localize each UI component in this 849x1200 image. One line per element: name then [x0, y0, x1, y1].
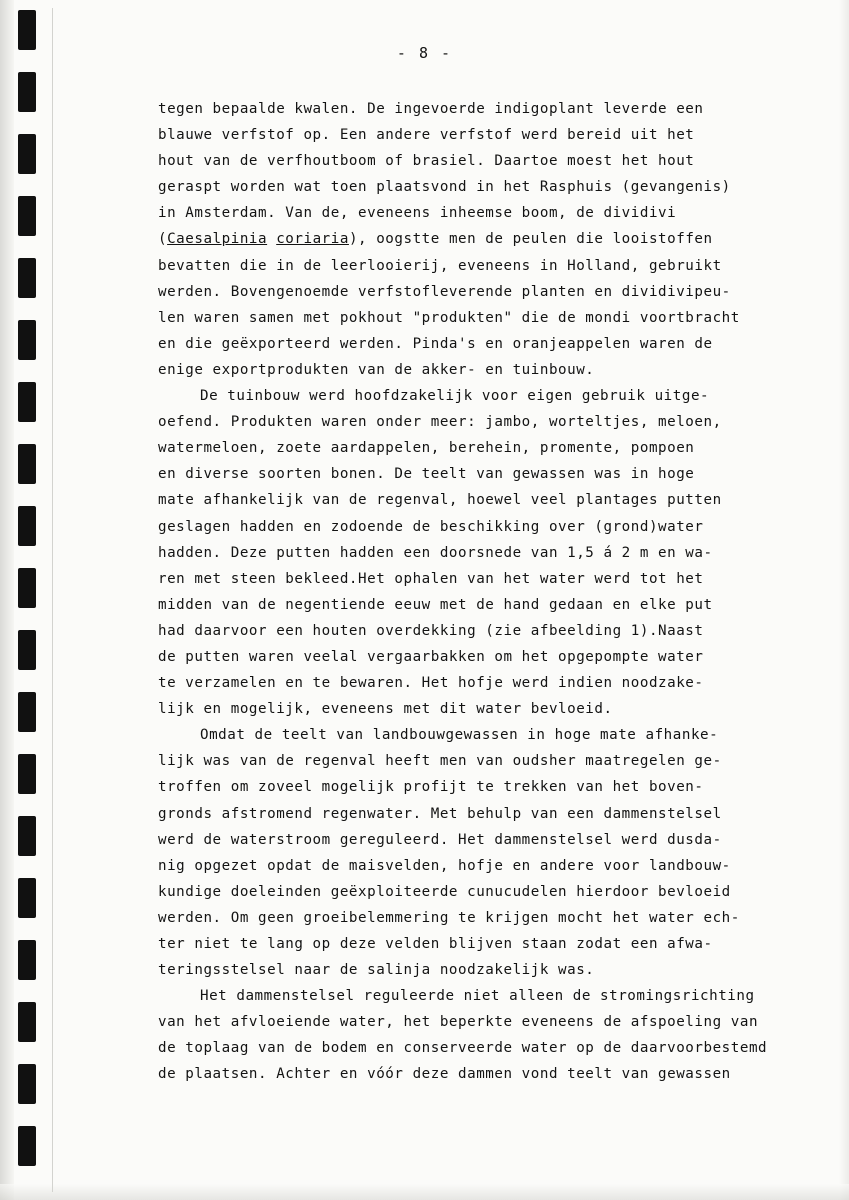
text-line: gronds afstromend regenwater. Met behulp van een dammenstelsel [158, 805, 722, 822]
text-line: geraspt worden wat toen plaatsvond in het Rasphuis (gevangenis) [158, 179, 731, 196]
text-line: lijk en mogelijk, eveneens met dit water bevloeid. [158, 701, 613, 718]
text-line: werd de waterstroom gereguleerd. Het dammenstelsel werd dusda- [158, 831, 722, 848]
text-line: Het dammenstelsel reguleerde niet alleen de stromingsrichting [200, 988, 755, 1005]
text-line: geslagen hadden en zodoende de beschikking over (grond)water [158, 518, 704, 535]
text-line: de toplaag van de bodem en conserveerde water op de daarvoorbestemd [158, 1040, 768, 1057]
text-line: lijk was van de regenval heeft men van oudsher maatregelen ge- [158, 753, 722, 770]
text-line: de plaatsen. Achter en vóór deze dammen vond teelt van gewassen [158, 1066, 731, 1083]
punch-hole [18, 444, 36, 484]
body-text [158, 96, 803, 1088]
text-line: enige exportprodukten van de akker- en tuinbouw. [158, 361, 595, 378]
punch-hole [18, 692, 36, 732]
punch-hole [18, 568, 36, 608]
text-line: werden. Om geen groeibelemmering te krijgen mocht het water ech- [158, 909, 740, 926]
text-line: kundige doeleinden geëxploiteerde cunucudelen hierdoor bevloeid [158, 883, 731, 900]
punch-hole [18, 1126, 36, 1166]
text-line: en diverse soorten bonen. De teelt van gewassen was in hoge [158, 466, 695, 483]
punch-hole [18, 258, 36, 298]
text-line: en die geëxporteerd werden. Pinda's en oranjeappelen waren de [158, 335, 713, 352]
text-line: te verzamelen en te bewaren. Het hofje werd indien noodzake- [158, 675, 704, 692]
text-line: Omdat de teelt van landbouwgewassen in hoge mate afhanke- [200, 727, 719, 744]
text-line: de putten waren veelal vergaarbakken om het opgepompte water [158, 648, 704, 665]
text-line: midden van de negentiende eeuw met de hand gedaan en elke put [158, 596, 713, 613]
sheet-edge-line [52, 8, 53, 1192]
punch-hole [18, 816, 36, 856]
text-line: van het afvloeiende water, het beperkte eveneens de afspoeling van [158, 1014, 759, 1031]
punch-hole [18, 754, 36, 794]
scan-edge-bottom [0, 1184, 849, 1200]
text-line: mate afhankelijk van de regenval, hoewel veel plantages putten [158, 492, 722, 509]
text-line: hadden. Deze putten hadden een doorsnede van 1,5 á 2 m en wa- [158, 544, 713, 561]
page-number: - 8 - [396, 44, 453, 62]
text-line: teringsstelsel naar de salinja noodzakelijk was. [158, 962, 595, 979]
punch-hole [18, 382, 36, 422]
text-line: werden. Bovengenoemde verfstofleverende planten en dividivipeu- [158, 283, 731, 300]
text-line: in Amsterdam. Van de, eveneens inheemse boom, de dividivi [158, 205, 677, 222]
text-line: troffen om zoveel mogelijk profijt te trekken van het boven- [158, 779, 704, 796]
text-line: tegen bepaalde kwalen. De ingevoerde indigoplant leverde een [158, 101, 704, 117]
punch-hole [18, 940, 36, 980]
text-line: ter niet te lang op deze velden blijven staan zodat een afwa- [158, 936, 713, 952]
punch-hole [18, 134, 36, 174]
text-line: watermeloen, zoete aardappelen, berehein, promente, pompoen [158, 440, 695, 457]
text-line: ren met steen bekleed.Het ophalen van het water werd tot het [158, 570, 704, 587]
text-line: blauwe verfstof op. Een andere verfstof werd bereid uit het [158, 127, 695, 144]
punch-hole [18, 196, 36, 236]
punch-hole [18, 506, 36, 546]
punch-hole [18, 1002, 36, 1042]
punch-hole [18, 630, 36, 670]
text-line: nig opgezet opdat de maisvelden, hofje en andere voor landbouw- [158, 857, 731, 874]
punch-hole [18, 878, 36, 918]
text-line: had daarvoor een houten overdekking (zie afbeelding 1).Naast [158, 622, 704, 639]
punch-hole [18, 72, 36, 112]
text-line: oefend. Produkten waren onder meer: jambo, worteltjes, meloen, [158, 414, 722, 431]
binder-punch-strip [18, 10, 40, 1195]
text-line: bevatten die in de leerlooierij, eveneens in Holland, gebruikt [158, 257, 722, 274]
text-line: hout van de verfhoutboom of brasiel. Daartoe moest het hout [158, 153, 695, 170]
scan-edge-left [0, 0, 14, 1200]
text-line: De tuinbouw werd hoofdzakelijk voor eigen gebruik uitge- [200, 388, 710, 405]
punch-hole [18, 320, 36, 360]
scan-edge-right [839, 0, 849, 1200]
text-line: (Caesalpinia coriaria), oogstte men de peulen die looistoffen [158, 231, 713, 248]
punch-hole [18, 1064, 36, 1104]
text-line: len waren samen met pokhout "produkten" die de mondi voortbracht [158, 309, 740, 326]
